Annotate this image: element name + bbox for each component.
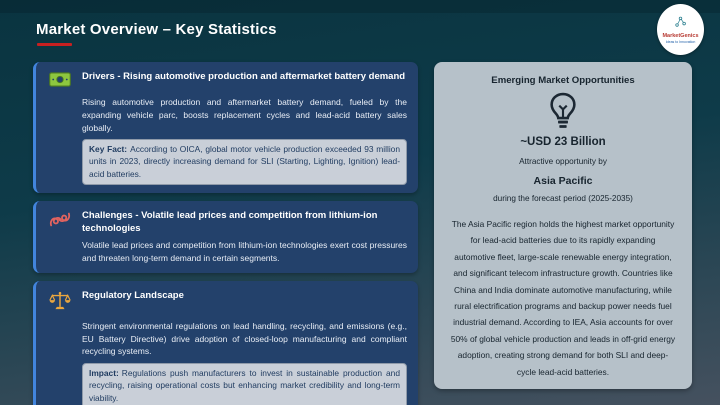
opportunity-panel	[434, 62, 692, 389]
molecule-icon	[674, 15, 687, 33]
scales-icon	[49, 290, 71, 316]
impact-callout	[82, 363, 407, 405]
card-drivers-title: Drivers - Rising automotive production and aftermarket battery demand	[82, 71, 406, 82]
key-fact-label: Key Fact:	[89, 144, 128, 155]
opportunity-period: during the forecast period (2025-2035)	[493, 194, 633, 203]
opportunity-lead-in: Attractive opportunity by	[519, 157, 607, 166]
opportunity-body: The Asia Pacific region holds the highest market opportunity for lead-acid batteries due to its rapidly expanding automotive fleet, large-scale renewable energy integration, and significant telecom infrastructure growth. Countries like China and India dominate automotive manufacturing, while rural electrification programs and backup power needs fuel industrial demand. According to IEA, Asia accounts for over 50% of global vehicle production and leads in off-grid energy adoption, creating strong demand for both SLI and deep-cycle lead-acid batteries.	[450, 219, 676, 377]
logo-tagline: Ideas to Innovation	[665, 39, 696, 44]
opportunity-title: Emerging Market Opportunities	[491, 75, 635, 86]
impact-text: Regulations push manufacturers to invest in sustainable production and recycling, raising operational costs but enhancing market credibility and long-term viability.	[89, 368, 400, 403]
money-icon	[49, 71, 71, 92]
card-challenges-title: Challenges - Volatile lead prices and competition from lithium-ion technologies	[82, 209, 378, 234]
lightbulb-icon	[449, 91, 677, 131]
logo	[657, 4, 704, 55]
title-underline	[37, 43, 72, 46]
card-drivers	[33, 62, 418, 193]
key-fact-text: According to OICA, global motor vehicle production exceeded 93 million units in 2023, directly increasing demand for SLI (Starting, Lighting, Ignition) lead-acid batteries.	[89, 144, 400, 179]
key-fact-callout	[82, 139, 407, 185]
card-challenges-body: Volatile lead prices and competition from lithium-ion technologies exert cost pressures and threaten long-term demand in certain segments.	[82, 240, 407, 264]
card-regulatory-title: Regulatory Landscape	[82, 289, 184, 301]
key-statistics-cards	[33, 62, 418, 405]
page-title: Market Overview – Key Statistics	[36, 21, 277, 38]
opportunity-value: ~USD 23 Billion	[520, 136, 606, 148]
card-regulatory	[33, 281, 418, 405]
knot-icon	[49, 210, 71, 233]
card-regulatory-body: Stringent environmental regulations on lead handling, recycling, and emissions (e.g., EU Battery Directive) drive adoption of closed-loop manufacturing and compliant recycling systems.	[82, 320, 407, 357]
opportunity-region: Asia Pacific	[533, 175, 593, 187]
card-drivers-body: Rising automotive production and aftermarket battery demand, fueled by the expanding vehicle parc, boosts replacement cycles and lead-acid battery sales globally.	[82, 97, 407, 133]
impact-label: Impact:	[89, 368, 119, 379]
card-challenges	[33, 201, 418, 273]
logo-name: MarketGenics	[662, 33, 699, 39]
